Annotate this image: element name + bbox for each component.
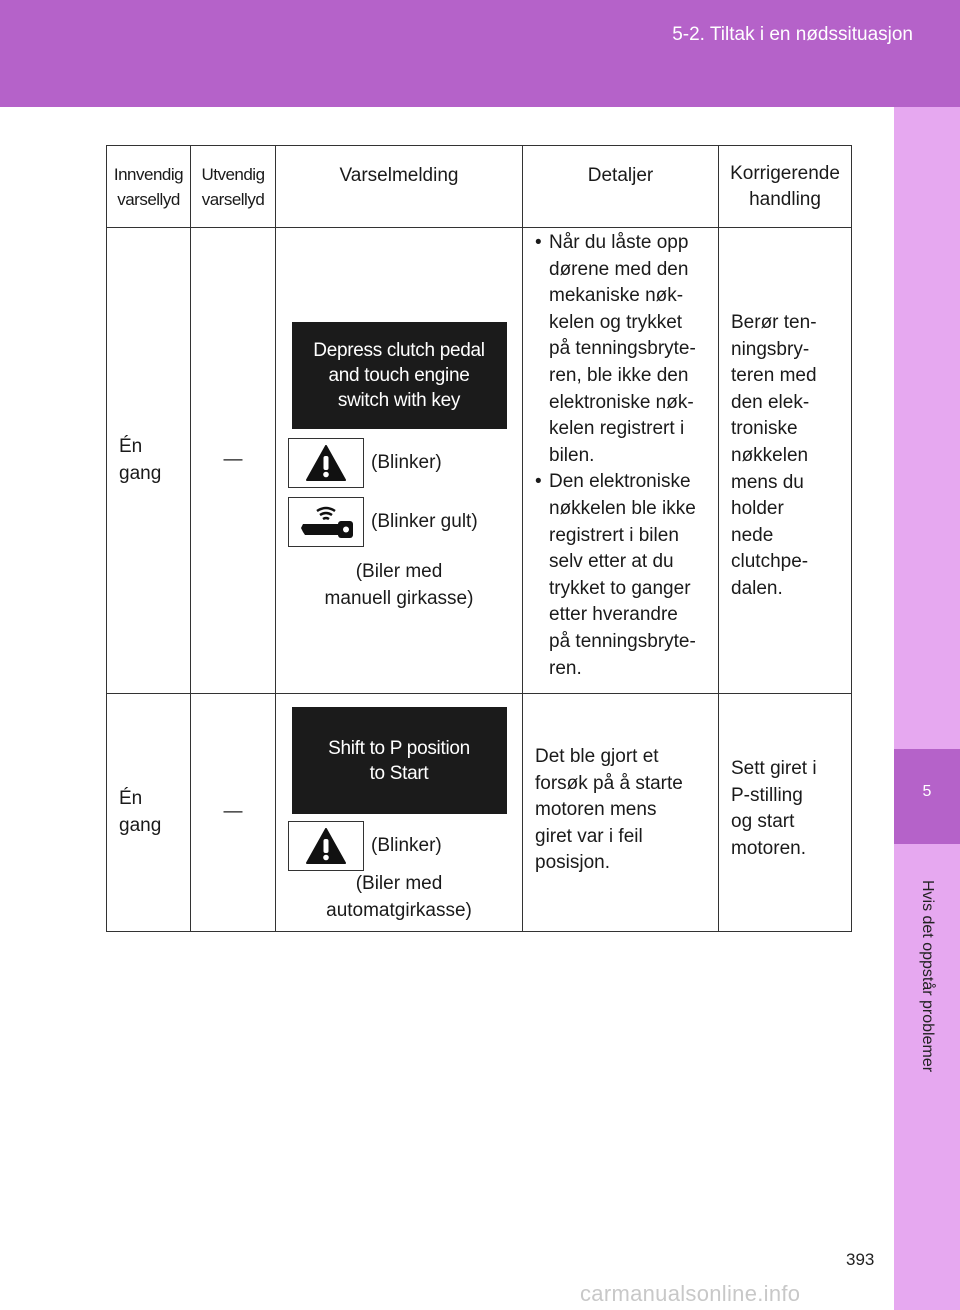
col-action-line2: handling: [749, 188, 821, 210]
col-outer-line1: Utvendig: [201, 164, 265, 184]
message-cell: [276, 228, 523, 694]
inner-buzzer-line2: gang: [119, 462, 162, 484]
action-line: teren med: [731, 365, 817, 387]
detail-line: på tenningsbryte-: [549, 338, 696, 360]
message-cell: [276, 694, 523, 932]
display-line2: and touch engine: [328, 365, 470, 386]
detail-line: selv etter at du: [549, 551, 674, 573]
outer-buzzer-dash: —: [223, 801, 243, 823]
detail-line: forsøk på å starte: [535, 772, 683, 794]
display-message-shift: [292, 707, 507, 814]
chapter-title: Hvis det oppstår problemer: [919, 879, 936, 1073]
list-item: [523, 230, 718, 469]
warning-icon: [288, 821, 364, 871]
page-header-bar: [0, 0, 960, 107]
detail-line: mekaniske nøk-: [549, 285, 684, 307]
indicator-label: (Blinker): [371, 452, 442, 473]
caption-line2: automatgirkasse): [326, 899, 472, 921]
warning-table: [106, 145, 852, 932]
detail-line: • Den elektroniske: [549, 471, 691, 493]
chapter-number: 5: [922, 783, 932, 800]
indicator-label: (Blinker): [371, 835, 442, 856]
list-item: [523, 469, 718, 682]
indicator-row: [288, 438, 522, 488]
table-row: [107, 694, 852, 932]
display-line2: to Start: [369, 762, 429, 784]
col-inner-line2: varsellyd: [117, 189, 180, 209]
detail-line: Det ble gjort et: [535, 746, 659, 767]
action-line: Sett giret i: [731, 758, 817, 779]
detail-line: motoren mens: [535, 799, 657, 821]
action-cell: [719, 694, 852, 932]
action-line: P-stilling: [731, 784, 803, 806]
table-row: [107, 228, 852, 694]
action-line: og start: [731, 811, 795, 833]
display-line1: Shift to P position: [328, 737, 470, 759]
outer-buzzer-dash: —: [223, 449, 243, 471]
display-line1: Depress clutch pedal: [313, 340, 485, 361]
col-outer-buzzer: [191, 146, 276, 228]
outer-buzzer-cell: [191, 228, 276, 694]
details-cell: [523, 228, 719, 694]
action-line: nøkkelen: [731, 444, 809, 466]
section-title: 5-2. Tiltak i en nødssituasjon: [672, 24, 913, 45]
action-line: holder: [731, 498, 784, 520]
action-cell: [719, 228, 852, 694]
detail-line: elektroniske nøk-: [549, 391, 694, 413]
detail-line: dørene med den: [549, 258, 689, 280]
vehicle-type-caption: [276, 871, 522, 924]
chapter-tab[interactable]: [894, 749, 960, 844]
col-action: [719, 146, 852, 228]
indicator-row: [288, 821, 522, 871]
action-line: mens du: [731, 471, 804, 493]
outer-buzzer-cell: [191, 694, 276, 932]
detail-line: posisjon.: [535, 852, 610, 874]
detail-line: • Når du låste opp: [549, 232, 689, 253]
chapter-sidebar: [894, 107, 960, 1310]
detail-line: etter hverandre: [549, 604, 678, 626]
detail-line: ren, ble ikke den: [549, 364, 689, 386]
inner-buzzer-line2: gang: [119, 814, 162, 836]
inner-buzzer-line1: Én: [119, 787, 143, 809]
inner-buzzer-cell: [107, 694, 191, 932]
detail-line: giret var i feil: [535, 825, 643, 847]
inner-buzzer-line1: Én: [119, 435, 143, 457]
col-inner-buzzer: [107, 146, 191, 228]
action-line: troniske: [731, 418, 798, 440]
detail-line: kelen registrert i: [549, 418, 685, 440]
col-details: Detaljer: [523, 146, 719, 228]
display-message-clutch: [292, 322, 507, 429]
action-line: dalen.: [731, 577, 783, 599]
col-action-line1: Korrigerende: [730, 162, 840, 184]
caption-line1: (Biler med: [355, 873, 443, 894]
watermark: carmanualsonline.info: [580, 1281, 801, 1306]
action-line: clutchpe-: [731, 551, 809, 573]
detail-line: ren.: [549, 657, 582, 679]
detail-line: nøkkelen ble ikke: [549, 497, 696, 519]
action-line: den elek-: [731, 391, 810, 413]
inner-buzzer-cell: [107, 228, 191, 694]
action-line: nede: [731, 524, 774, 546]
vehicle-type-caption: [276, 559, 522, 612]
details-cell: [523, 694, 719, 932]
detail-line: kelen og trykket: [549, 311, 683, 333]
col-outer-line2: varsellyd: [201, 189, 265, 209]
detail-line: bilen.: [549, 444, 595, 466]
action-line: Berør ten-: [731, 312, 817, 333]
indicator-label: (Blinker gult): [371, 511, 478, 532]
detail-line: trykket to ganger: [549, 577, 691, 599]
key-icon: [288, 497, 364, 547]
indicator-row: [288, 497, 522, 547]
caption-line1: (Biler med: [355, 561, 443, 582]
col-message: Varselmelding: [276, 146, 523, 228]
detail-line: på tenningsbryte-: [549, 630, 696, 652]
action-line: ningsbry-: [731, 338, 810, 360]
display-line3: switch with key: [337, 390, 461, 411]
detail-line: registrert i bilen: [549, 524, 679, 546]
warning-icon: [288, 438, 364, 488]
page-number: 393: [846, 1250, 875, 1269]
action-line: motoren.: [731, 837, 806, 859]
table-header-row: [107, 146, 852, 228]
col-inner-line1: Innvendig: [113, 164, 184, 184]
caption-line2: manuell girkasse): [324, 587, 474, 609]
